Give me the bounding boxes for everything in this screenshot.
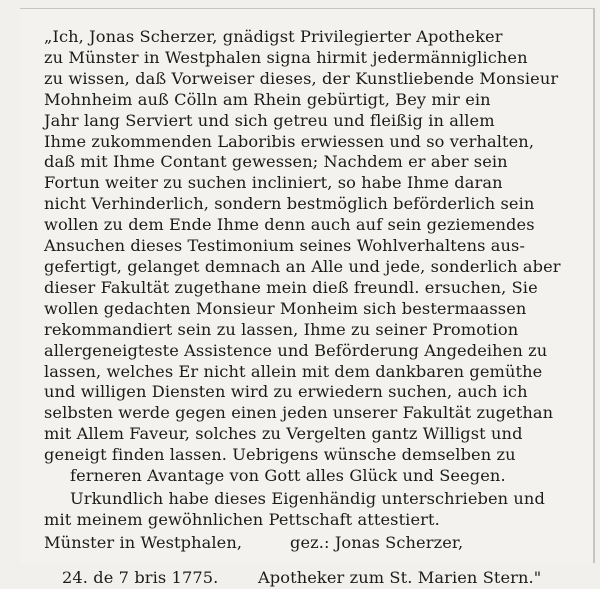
text-line: nicht Verhinderlich, sondern bestmöglich beförderlich sein [44,194,535,214]
text-line: „Ich, Jonas Scherzer, gnädigst Privilegierter Apotheker [44,27,503,46]
right-border [593,8,595,563]
text-line: zu Münster in Westphalen signa hirmit jedermänniglichen [44,47,528,67]
text-line: lassen, welches Er nicht allein mit dem dankbaren gemüthe [44,361,543,381]
text-line: zu wissen, daß Vorweiser dieses, der Kunstliebende Monsieur [44,68,559,88]
text-line: ferneren Avantage von Gott alles Glück und Seegen. [70,466,506,486]
spacer [44,554,576,568]
text-line: wollen gedachten Monsieur Monheim sich bestermaassen [44,298,527,318]
attestation-line: mit meinem gewöhnlichen Pettschaft attestiert. [44,509,440,529]
date-title-line [44,568,576,589]
signature-text: gez.: Jonas Scherzer, [290,532,464,552]
text-line: mit Allem Faveur, solches zu Vergelten gantz Willigst und [44,424,523,444]
attestation-line: Urkundlich habe dieses Eigenhändig unterschrieben und [70,488,545,508]
text-line: rekommandiert sein zu lassen, Ihme zu seiner Promotion [44,319,519,339]
text-line: Ihme zukommenden Laboribis erwiessen und so verhalten, [44,131,535,151]
date-text: 24. de 7 bris 1775. [62,567,219,587]
text-line: wollen zu dem Ende Ihme denn auch auf sein geziemendes [44,215,535,235]
text-line: und willigen Diensten wird zu erwiedern suchen, auch ich [44,382,528,402]
text-line: daß mit Ihme Contant gewessen; Nachdem er aber sein [44,152,508,172]
top-border [20,8,595,9]
text-line: Ansuchen dieses Testimonium seines Wohlverhaltens aus- [44,236,526,256]
text-line: gefertigt, gelanget demnach an Alle und jede, sonderlich aber [44,256,561,276]
text-line: Mohnheim auß Cölln am Rhein gebürtigt, Bey mir ein [44,89,491,109]
place-signature-line [44,533,576,554]
title-text: Apotheker zum St. Marien Stern." [258,567,542,587]
text-line: dieser Fakultät zugethane mein dieß freundl. ersuchen, Sie [44,277,538,297]
text-line: allergeneigteste Assistence und Beförderung Angedeihen zu [44,340,548,360]
testimonial-text [44,27,576,589]
text-line: geneigt finden lassen. Uebrigens wünsche demselben zu [44,445,516,465]
text-line: Jahr lang Serviert und sich getreu und fleißig in allem [44,110,495,130]
text-line: Fortun weiter zu suchen incliniert, so habe Ihme daran [44,173,503,193]
place-text: Münster in Westphalen, [44,532,243,552]
text-line: selbsten werde gegen einen jeden unserer Fakultät zugethan [44,403,554,423]
